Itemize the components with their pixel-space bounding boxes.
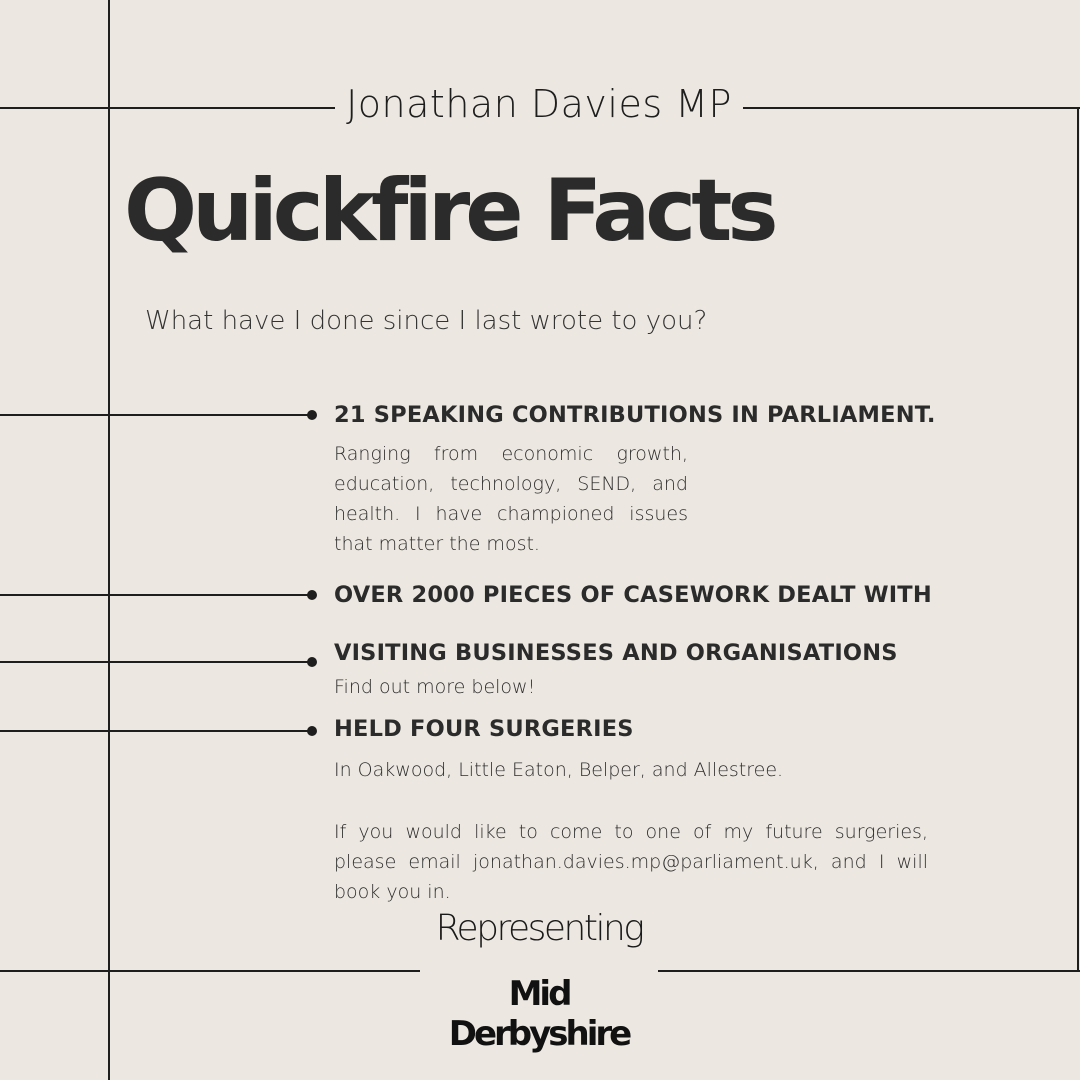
fact-bullet-connector (0, 661, 312, 663)
fact-title: VISITING BUSINESSES AND ORGANISATIONS (334, 640, 898, 666)
fact-title: HELD FOUR SURGERIES (334, 716, 634, 742)
fact-body: Find out more below! (334, 676, 536, 698)
frame-vertical-line-left (108, 0, 110, 1080)
fact-bullet-connector (0, 414, 312, 416)
frame-bottom-line-left (0, 970, 420, 972)
fact-title: 21 SPEAKING CONTRIBUTIONS IN PARLIAMENT. (334, 402, 936, 428)
fact-bullet-connector (0, 730, 312, 732)
frame-vertical-line-right (1077, 108, 1079, 972)
page-title: Quickfire Facts (124, 161, 774, 261)
page-subtitle: What have I done since I last wrote to you? (145, 306, 708, 336)
frame-bottom-line-right (658, 970, 1080, 972)
fact-body: In Oakwood, Little Eaton, Belper, and Allestree. (334, 759, 784, 781)
fact-body: Ranging from economic growth, education, technology, SEND, and health. I have championed issues that matter the most. (334, 443, 688, 555)
frame-top-line-right (743, 107, 1080, 109)
mp-name: Jonathan Davies MP (346, 82, 732, 126)
fact-bullet-connector (0, 594, 312, 596)
frame-top-line-left (0, 107, 335, 109)
fact-title: OVER 2000 PIECES OF CASEWORK DEALT WITH (334, 582, 932, 608)
constituency-name: Mid Derbyshire (448, 974, 630, 1054)
fact-body-contact: If you would like to come to one of my future surgeries, please email jonathan.davies.mp@parliament.uk, and I will book you in. (334, 821, 928, 903)
representing-label: Representing (435, 908, 643, 949)
